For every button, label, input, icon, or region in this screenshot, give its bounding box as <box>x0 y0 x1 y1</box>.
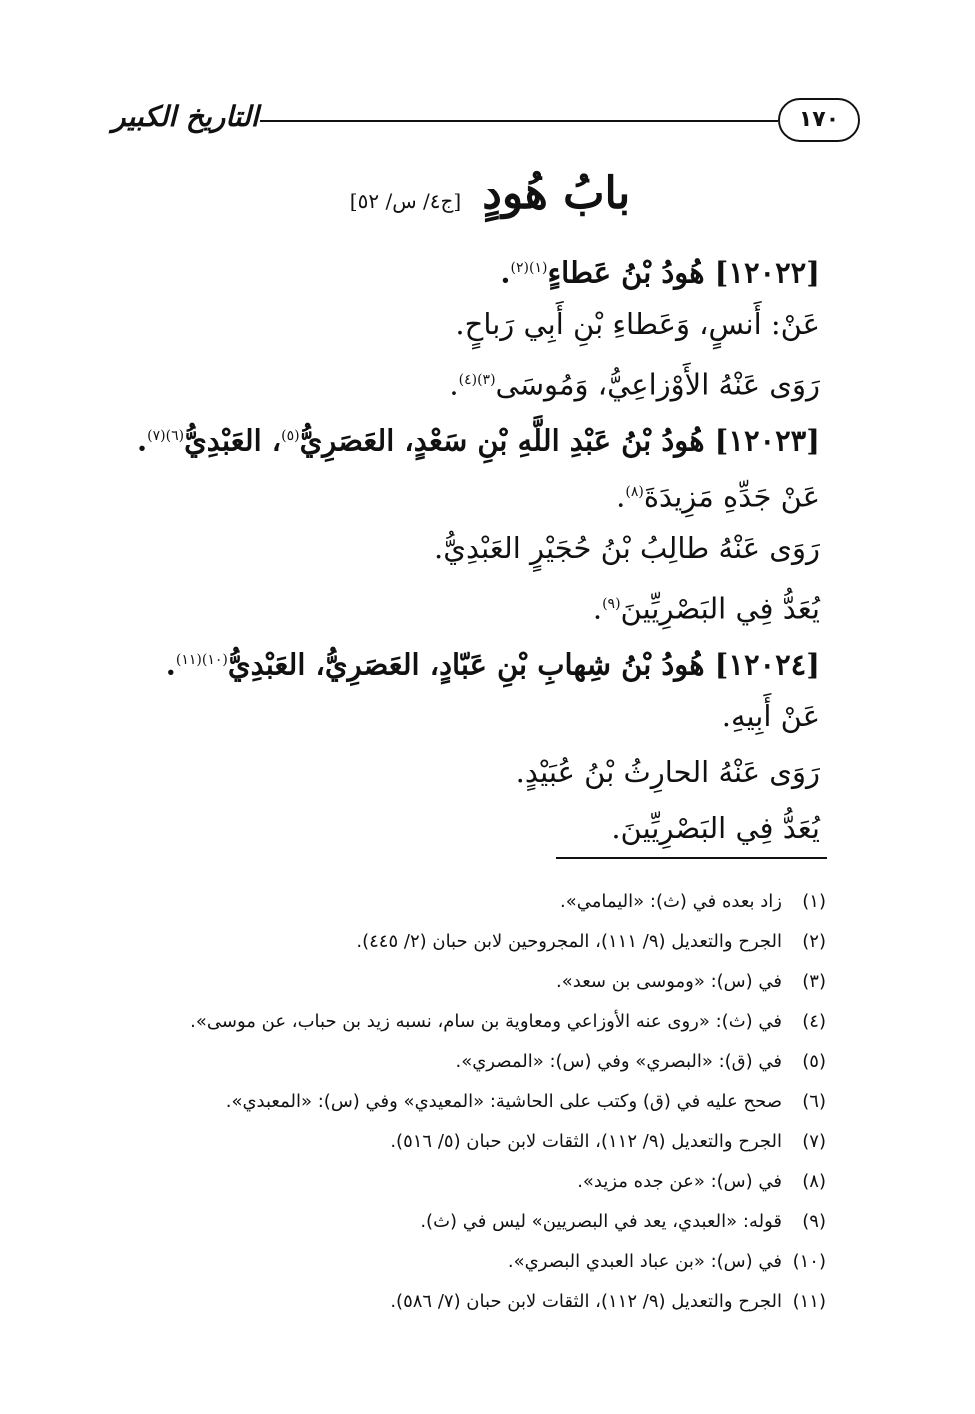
footnote: (٤)في (ث): «روى عنه الأوزاعي ومعاوية بن سام، نسبه زيد بن حباب، عن موسى». <box>190 1011 826 1032</box>
text-line: رَوَى عَنْهُ الحارِثُ بْنُ عُبَيْدٍ. <box>515 755 820 789</box>
text-line: عَنْ أَبِيهِ. <box>721 699 820 733</box>
footnotes <box>150 882 826 1322</box>
footnote: (٨)في (س): «عن جده مزيد». <box>577 1171 826 1192</box>
chapter-heading <box>200 168 780 219</box>
book-title: التاريخ الكبير <box>112 100 259 133</box>
chapter-reference: [ج٤/ س/ ٥٢] <box>349 189 462 213</box>
footnote-separator <box>556 857 827 859</box>
main-text <box>137 240 820 856</box>
page-number: ١٧٠ <box>778 98 860 142</box>
footnote: (١)زاد بعده في (ث): «اليمامي». <box>559 891 826 912</box>
text-line: رَوَى عَنْهُ طالِبُ بْنُ حُجَيْرٍ العَبْدِيُّ. <box>434 531 820 565</box>
text-line: يُعَدُّ فِي البَصْرِيِّينَ. <box>611 811 820 845</box>
footnote: (٥)في (ق): «البصري» وفي (س): «المصري». <box>455 1051 826 1072</box>
footnote: (٣)في (س): «وموسى بن سعد». <box>556 971 826 992</box>
header-rule <box>260 120 778 122</box>
page-header <box>112 98 860 142</box>
chapter-title: بابُ هُودٍ <box>482 168 631 219</box>
footnote: (٦)صحح عليه في (ق) وكتب على الحاشية: «المعيدي» وفي (س): «المعبدي». <box>225 1091 826 1112</box>
entry-line: [١٢٠٢٣] هُودُ بْنُ عَبْدِ اللَّهِ بْنِ سَعْدٍ، العَصَرِيُّ$^{(٥)}$، العَبْدِيُّ$^{(٦)(٧)}$. <box>137 423 820 458</box>
text-line: عَنْ: أَنسٍ، وَعَطاءِ بْنِ أَبِي رَباحٍ. <box>455 307 820 341</box>
footnote: (١٠)في (س): «بن عباد العبدي البصري». <box>507 1251 826 1272</box>
text-line: عَنْ جَدِّهِ مَزِيدَةَ$^{(٨)}$. <box>616 479 820 514</box>
footnote: (٧)الجرح والتعديل (٩/ ١١٢)، الثقات لابن حبان (٥/ ٥١٦). <box>390 1131 826 1152</box>
entry-line: [١٢٠٢٤] هُودُ بْنُ شِهابِ بْنِ عَبّادٍ، العَصَرِيُّ، العَبْدِيُّ$^{(١٠)(١١)}$. <box>165 647 820 682</box>
text-line: رَوَى عَنْهُ الأَوْزاعِيُّ، وَمُوسَى$^{(٣)(٤)}$. <box>449 367 820 402</box>
entry-line: [١٢٠٢٢] هُودُ بْنُ عَطاءٍ$^{(١)(٢)}$. <box>500 255 820 290</box>
footnote: (١١)الجرح والتعديل (٩/ ١١٢)، الثقات لابن حبان (٧/ ٥٨٦). <box>390 1291 826 1312</box>
footnote: (٢)الجرح والتعديل (٩/ ١١١)، المجروحين لابن حبان (٢/ ٤٤٥). <box>356 931 826 952</box>
text-line: يُعَدُّ فِي البَصْرِيِّينَ$^{(٩)}$. <box>592 591 820 626</box>
footnote: (٩)قوله: «العبدي، يعد في البصريين» ليس في (ث). <box>420 1211 826 1232</box>
